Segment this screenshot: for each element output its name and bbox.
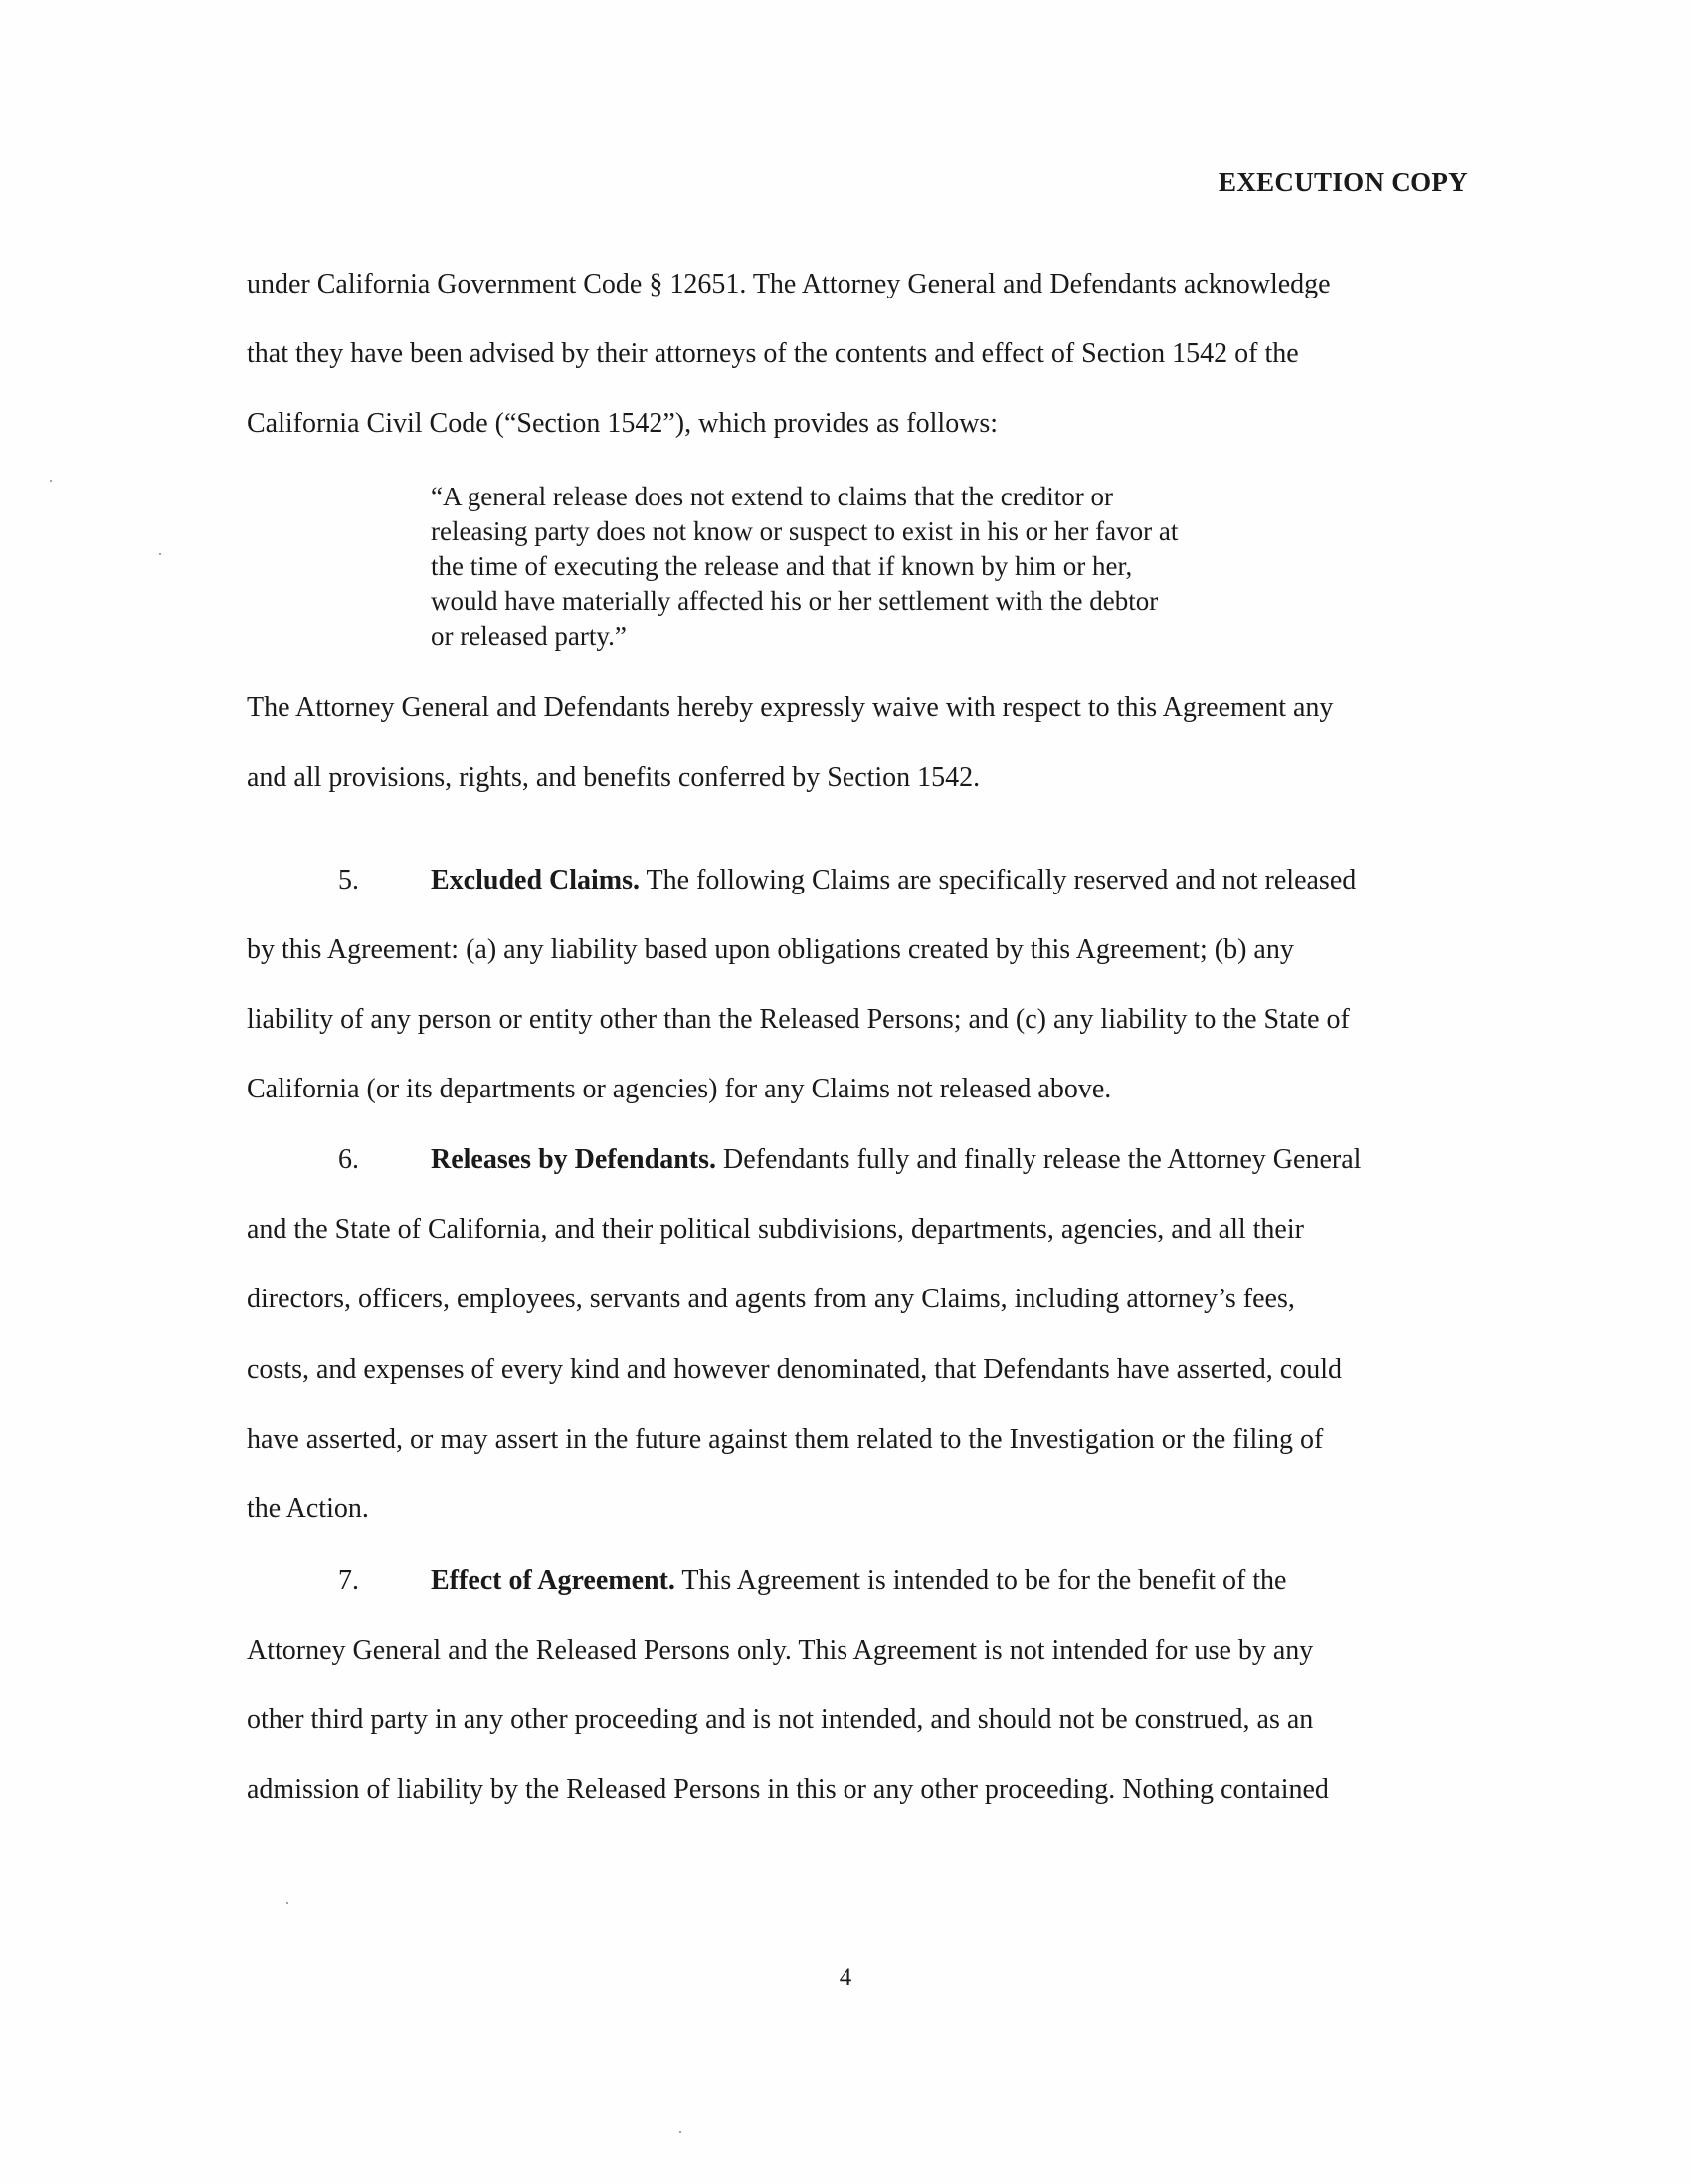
waiver-line-1: The Attorney General and Defendants hereby expressly waive with respect to this Agreement any bbox=[247, 693, 1334, 723]
section-7-first-line bbox=[431, 1565, 1286, 1597]
section-5-first-line-text: The following Claims are specifically reserved and not released bbox=[640, 865, 1357, 895]
section-6-first-line-text: Defendants fully and finally release the Attorney General bbox=[716, 1144, 1362, 1175]
section-7-line-2: Attorney General and the Released Persons only. This Agreement is not intended for use by any bbox=[247, 1635, 1314, 1666]
section-6-line-4: costs, and expenses of every kind and however denominated, that Defendants have asserted, could bbox=[247, 1354, 1342, 1385]
section-7-line-4: admission of liability by the Released Persons in this or any other proceeding. Nothing contained bbox=[247, 1774, 1329, 1805]
section-5-line-3: liability of any person or entity other than the Released Persons; and (c) any liability to the State of bbox=[247, 1004, 1350, 1035]
execution-copy-label: EXECUTION COPY bbox=[1219, 167, 1468, 197]
quote-line-3: the time of executing the release and that if known by him or her, bbox=[431, 551, 1133, 581]
section-5-heading: Excluded Claims. bbox=[431, 865, 641, 895]
section-6-line-3: directors, officers, employees, servants and agents from any Claims, including attorney’s fees, bbox=[247, 1284, 1295, 1314]
intro-line-1: under California Government Code § 12651. The Attorney General and Defendants acknowledge bbox=[247, 269, 1331, 299]
waiver-line-2: and all provisions, rights, and benefits conferred by Section 1542. bbox=[247, 762, 981, 793]
section-5-number: 5. bbox=[338, 865, 359, 895]
quote-line-4: would have materially affected his or her settlement with the debtor bbox=[431, 586, 1159, 616]
section-6-line-2: and the State of California, and their political subdivisions, departments, agencies, and all their bbox=[247, 1214, 1304, 1245]
quote-line-2: releasing party does not know or suspect to exist in his or her favor at bbox=[431, 516, 1179, 546]
section-5-first-line bbox=[431, 865, 1356, 896]
section-7-first-line-text: This Agreement is intended to be for the benefit of the bbox=[674, 1565, 1287, 1596]
section-6-first-line bbox=[431, 1144, 1361, 1176]
page-number: 4 bbox=[839, 1964, 852, 1991]
section-6-line-6: the Action. bbox=[247, 1493, 369, 1524]
intro-line-2: that they have been advised by their attorneys of the contents and effect of Section 1542 of the bbox=[247, 338, 1299, 369]
intro-line-3: California Civil Code (“Section 1542”), which provides as follows: bbox=[247, 408, 999, 439]
quote-line-1: “A general release does not extend to claims that the creditor or bbox=[431, 482, 1113, 511]
section-6-heading: Releases by Defendants. bbox=[431, 1144, 716, 1175]
scan-speck bbox=[159, 553, 161, 555]
scan-speck bbox=[679, 2131, 681, 2133]
quote-line-5: or released party.” bbox=[431, 621, 627, 651]
section-6-line-5: have asserted, or may assert in the future against them related to the Investigation or the filing of bbox=[247, 1424, 1324, 1455]
section-7-number: 7. bbox=[338, 1565, 359, 1596]
scan-speck bbox=[286, 1902, 288, 1904]
section-7-heading: Effect of Agreement. bbox=[431, 1565, 675, 1596]
section-7-line-3: other third party in any other proceeding and is not intended, and should not be construed, as an bbox=[247, 1704, 1314, 1735]
section-6-number: 6. bbox=[338, 1144, 359, 1175]
section-5-line-2: by this Agreement: (a) any liability based upon obligations created by this Agreement; (b) any bbox=[247, 934, 1294, 965]
section-5-line-4: California (or its departments or agencies) for any Claims not released above. bbox=[247, 1074, 1112, 1104]
scan-speck bbox=[50, 480, 52, 482]
